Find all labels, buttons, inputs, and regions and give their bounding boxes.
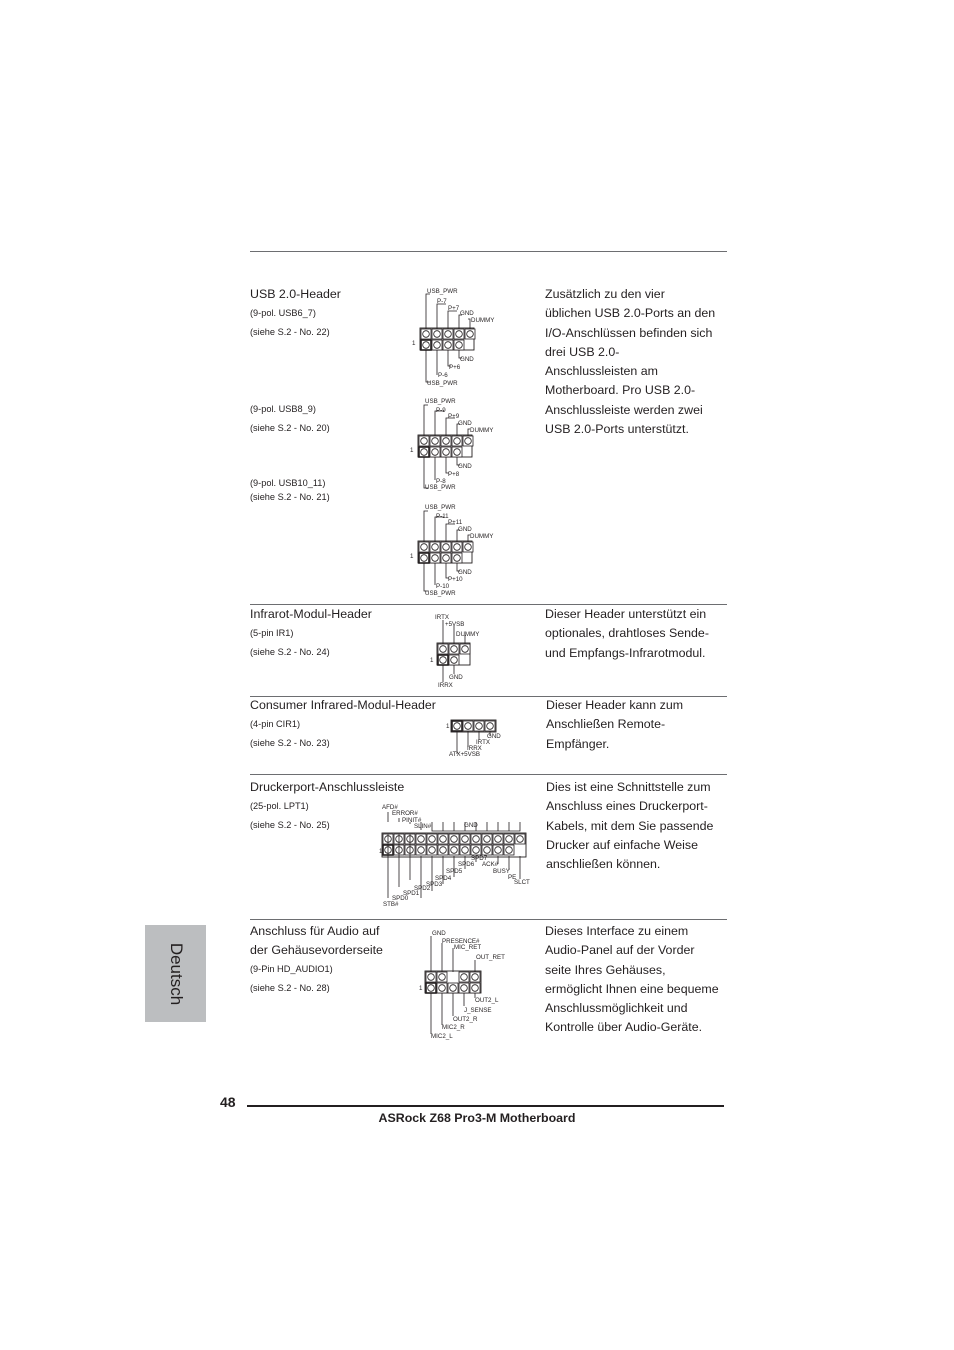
lpt-description — [546, 778, 713, 874]
usb1-pins — [421, 329, 475, 350]
ir-ref: (siehe S.2 - No. 24) — [250, 647, 330, 657]
lpt-label: SPD2 — [414, 885, 431, 892]
usb-pins-3: (9-pol. USB10_11) — [250, 478, 326, 488]
usb2-label: USB_PWR — [425, 398, 456, 405]
usb-header-diagram-3 — [408, 499, 508, 602]
page-number: 48 — [220, 1094, 236, 1110]
ir-desc-line: Dieser Header unterstützt ein — [545, 607, 707, 621]
lpt-label: SPD0 — [392, 895, 409, 902]
audio-title-line-2: der Gehäusevorderseite — [250, 943, 383, 957]
usb-desc-line: USB 2.0-Ports unterstützt. — [545, 422, 689, 437]
usb1-label: DUMMY — [471, 317, 495, 324]
ir-description — [545, 605, 709, 663]
usb-description — [545, 285, 715, 439]
usb-desc-line: Zusätzlich zu den vier — [545, 287, 665, 301]
audio-desc-line: ermöglicht Ihnen eine bequeme — [545, 981, 719, 996]
top-rule — [250, 251, 727, 252]
cir-header-diagram — [444, 716, 514, 762]
audio-desc-line: Kontrolle über Audio-Geräte. — [545, 1020, 703, 1035]
svg-text:1: 1 — [419, 985, 423, 992]
usb1-label: GND — [460, 356, 474, 363]
svg-text:1: 1 — [412, 340, 416, 347]
audio-label: MIC2_L — [431, 1033, 453, 1040]
svg-text:1: 1 — [379, 848, 383, 855]
usb-pins-1: (9-pol. USB6_7) — [250, 308, 316, 318]
usb-ref-1: (siehe S.2 - No. 22) — [250, 327, 330, 337]
usb-desc-line: Anschlussleiste werden zwei — [545, 402, 703, 417]
usb-desc-line: drei USB 2.0- — [545, 344, 620, 359]
lpt-pins: (25-pol. LPT1) — [250, 801, 309, 811]
lpt-label: PINIT# — [402, 817, 422, 824]
audio-ref: (siehe S.2 - No. 28) — [250, 983, 330, 993]
usb-ref-2: (siehe S.2 - No. 20) — [250, 423, 330, 433]
ir-desc-line: und Empfangs-Infrarotmodul. — [545, 645, 706, 660]
audio-title-line-1: Anschluss für Audio auf — [250, 924, 380, 938]
audio-desc-line: seite Ihres Gehäuses, — [545, 962, 666, 977]
cir-label: ATX+5VSB — [449, 751, 481, 758]
usb2-pins — [419, 436, 473, 457]
usb2-label: GND — [458, 420, 472, 427]
lpt-desc-line: anschließen können. — [546, 857, 661, 872]
lpt-label: STB# — [383, 901, 399, 908]
lpt-label: SPD1 — [403, 890, 420, 897]
lpt-label: GND — [464, 822, 478, 829]
ir-title: Infrarot-Modul-Header — [250, 607, 372, 621]
usb3-label: DUMMY — [470, 533, 494, 540]
cir-title: Consumer Infrared-Modul-Header — [250, 698, 436, 712]
ir-label: IRRX — [438, 682, 453, 689]
usb1-label: P+6 — [449, 364, 461, 371]
audio-label: J_SENSE — [464, 1007, 492, 1014]
usb-desc-line: I/O-Anschlüssen befinden sich — [545, 325, 713, 340]
usb3-label: GND — [458, 526, 472, 533]
lpt-desc-line: Anschluss eines Druckerport- — [546, 799, 708, 814]
usb3-label: P+10 — [448, 576, 463, 583]
usb-title: USB 2.0-Header — [250, 287, 341, 301]
language-tab — [145, 925, 206, 1022]
audio-label: OUT2_R — [453, 1016, 478, 1023]
audio-label: OUT2_L — [475, 997, 499, 1004]
lpt-label: AFD# — [382, 804, 398, 811]
usb2-label: GND — [458, 463, 472, 470]
lpt-title: Druckerport-Anschlussleiste — [250, 780, 405, 794]
cir-pins: (4-pin CIR1) — [250, 719, 301, 729]
footer-title: ASRock Z68 Pro3-M Motherboard — [378, 1111, 576, 1125]
svg-text:1: 1 — [410, 553, 414, 560]
usb1-label: USB_PWR — [427, 380, 458, 387]
usb-pins-2: (9-pol. USB8_9) — [250, 404, 316, 414]
lpt-pin-grid — [382, 833, 526, 857]
lpt-label: SPD7 — [471, 855, 488, 862]
audio-label: MIC2_R — [442, 1024, 465, 1031]
audio-label: OUT_RET — [476, 954, 505, 961]
svg-text:1: 1 — [410, 447, 414, 454]
audio-label: MIC_RET — [454, 944, 482, 951]
usb2-label: USB_PWR — [425, 484, 456, 491]
svg-text:1: 1 — [430, 657, 434, 664]
cir-label: GND — [487, 733, 501, 740]
ir-label: DUMMY — [456, 631, 480, 638]
usb3-label: P-10 — [436, 583, 450, 590]
lpt-desc-line: Drucker auf einfache Weise — [546, 837, 698, 852]
lpt-label: ERROR# — [392, 810, 418, 817]
usb1-label: P-6 — [438, 372, 448, 379]
audio-header-diagram — [418, 926, 518, 1044]
audio-label: PRESENCE# — [442, 938, 480, 945]
lpt-label: SPD3 — [426, 881, 443, 888]
divider-lpt — [250, 774, 727, 775]
cir-description — [546, 696, 683, 754]
audio-desc-line: Anschlussmöglichkeit und — [545, 1001, 688, 1016]
ir-label: +5VSB — [445, 621, 465, 628]
lpt-header-diagram — [376, 800, 536, 912]
cir-label: IRRX — [467, 745, 482, 752]
cir-desc-line: Anschließen Remote- — [546, 717, 666, 732]
footer-rule — [247, 1105, 724, 1107]
usb3-label: USB_PWR — [425, 504, 456, 511]
cir-desc-line: Empfänger. — [546, 736, 610, 751]
lpt-label: SPD6 — [458, 861, 475, 868]
lpt-label: SPD5 — [446, 868, 463, 875]
usb-header-diagram-1 — [410, 284, 495, 390]
usb1-label: GND — [460, 310, 474, 317]
lpt-desc-line: Kabels, mit dem Sie passende — [546, 818, 714, 833]
lpt-label: BUSY — [493, 868, 510, 875]
usb1-label: P+7 — [448, 305, 460, 312]
usb1-label: P-7 — [437, 298, 447, 305]
usb-desc-line: Motherboard. Pro USB 2.0- — [545, 383, 696, 398]
svg-text:1: 1 — [446, 723, 450, 730]
cir-ref: (siehe S.2 - No. 23) — [250, 738, 330, 748]
cir-label: IRTX — [476, 739, 490, 746]
usb2-label: DUMMY — [470, 427, 494, 434]
usb-header-diagram-2 — [408, 393, 508, 496]
ir-desc-line: optionales, drahtloses Sende- — [545, 626, 709, 641]
usb3-label: P-11 — [436, 513, 449, 520]
ir-pins: (5-pin IR1) — [250, 628, 294, 638]
divider-audio — [250, 919, 727, 920]
lpt-label: SLCT — [514, 879, 530, 886]
usb3-label: USB_PWR — [425, 590, 456, 597]
usb3-label: GND — [458, 569, 472, 576]
ir-header-diagram — [428, 610, 498, 692]
language-tab-label: Deutsch — [166, 942, 186, 1005]
audio-label: GND — [432, 930, 446, 937]
usb2-label: P-9 — [436, 407, 446, 414]
audio-desc-line: Dieses Interface zu einem — [545, 924, 689, 938]
cir-desc-line: Dieser Header kann zum — [546, 698, 684, 712]
audio-description — [545, 922, 719, 1038]
audio-desc-line: Audio-Panel auf der Vorder — [545, 943, 695, 958]
lpt-label: ACK# — [482, 861, 499, 868]
usb3-label: P+11 — [448, 519, 463, 526]
lpt-label: SPD4 — [435, 875, 452, 882]
usb3-pins — [419, 542, 473, 563]
lpt-label: SLIN# — [414, 823, 432, 830]
lpt-desc-line: Dies ist eine Schnittstelle zum — [546, 780, 711, 794]
lpt-label: PE — [508, 874, 517, 881]
usb2-label: P-8 — [436, 478, 446, 485]
usb-desc-line: üblichen USB 2.0-Ports an den — [545, 306, 716, 321]
audio-pins: (9-Pin HD_AUDIO1) — [250, 964, 333, 974]
ir-label: GND — [449, 674, 463, 681]
usb1-label: USB_PWR — [427, 288, 458, 295]
ir-label: IRTX — [435, 614, 449, 621]
usb-desc-line: Anschlussleisten am — [545, 364, 658, 379]
usb-ref-3: (siehe S.2 - No. 21) — [250, 492, 330, 502]
lpt-ref: (siehe S.2 - No. 25) — [250, 820, 330, 830]
usb2-label: P+9 — [448, 413, 460, 420]
usb2-label: P+8 — [448, 471, 460, 478]
